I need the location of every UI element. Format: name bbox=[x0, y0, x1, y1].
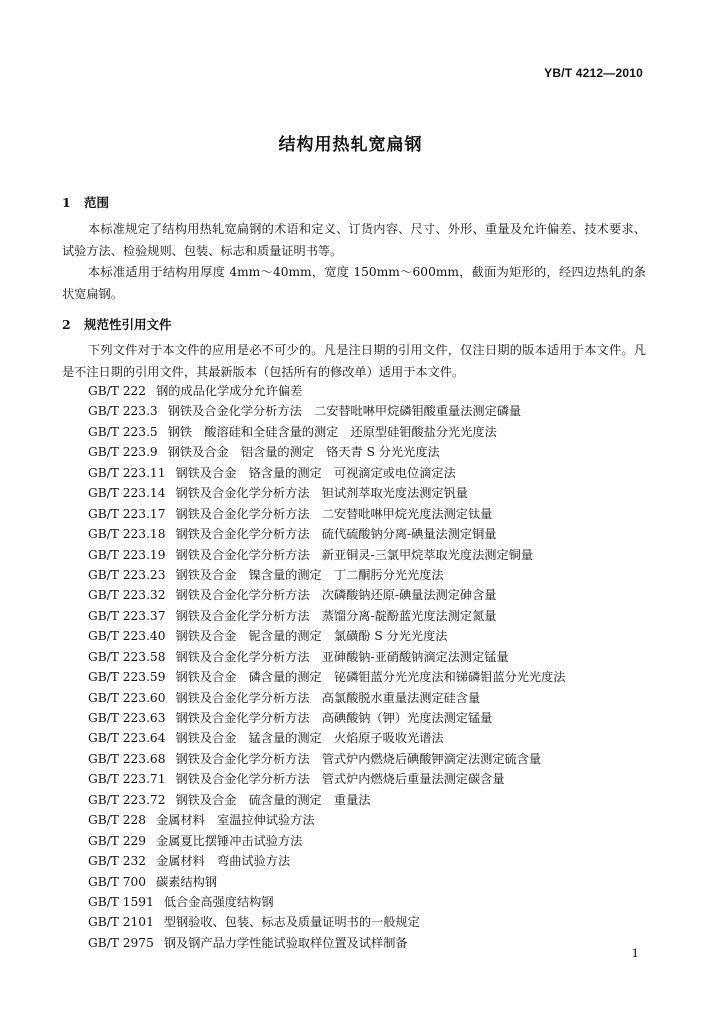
reference-title: 金属夏比摆锤冲击试验方法 bbox=[156, 833, 303, 848]
reference-code: GB/T 223.11 bbox=[88, 465, 166, 480]
reference-code: GB/T 2101 bbox=[88, 915, 154, 930]
reference-item bbox=[88, 545, 658, 565]
section-number: 2 bbox=[62, 317, 71, 332]
reference-title: 钢铁及合金化学分析方法 亚砷酸钠-亚硝酸钠滴定法测定锰量 bbox=[175, 649, 509, 664]
reference-code: GB/T 223.14 bbox=[88, 486, 166, 501]
reference-item bbox=[88, 381, 658, 401]
reference-item bbox=[88, 647, 658, 667]
reference-item bbox=[88, 483, 658, 503]
section-title: 范围 bbox=[84, 195, 110, 210]
reference-title: 钢铁及合金 锰含量的测定 火焰原子吸收光谱法 bbox=[175, 731, 444, 746]
normative-references-list bbox=[88, 381, 658, 953]
reference-title: 金属材料 室温拉伸试验方法 bbox=[156, 813, 315, 828]
reference-title: 钢铁及合金 铬含量的测定 可视滴定或电位滴定法 bbox=[175, 465, 456, 480]
reference-title: 钢铁及合金化学分析方法 蒸馏分离-靛酚蓝光度法测定氮量 bbox=[175, 608, 497, 623]
reference-code: GB/T 223.59 bbox=[88, 670, 166, 685]
reference-title: 型钢验收、包装、标志及质量证明书的一般规定 bbox=[163, 915, 420, 930]
reference-title: 钢铁 酸溶硅和全硅含量的测定 还原型硅钼酸盐分光光度法 bbox=[167, 424, 497, 439]
reference-title: 钢铁及合金化学分析方法 新亚铜灵-三氯甲烷萃取光度法测定铜量 bbox=[175, 547, 534, 562]
page-number: 1 bbox=[631, 946, 639, 960]
reference-title: 钢铁及合金化学分析方法 二安替吡啉甲烷磷钼酸重量法测定磷量 bbox=[167, 404, 522, 419]
reference-item bbox=[88, 933, 658, 953]
reference-title: 钢铁及合金化学分析方法 二安替吡啉甲烷光度法测定钛量 bbox=[175, 506, 493, 521]
reference-code: GB/T 700 bbox=[88, 874, 147, 889]
reference-code: GB/T 223.9 bbox=[88, 445, 158, 460]
reference-code: GB/T 223.5 bbox=[88, 424, 158, 439]
reference-item bbox=[88, 831, 658, 851]
reference-item bbox=[88, 749, 658, 769]
reference-item bbox=[88, 463, 658, 483]
reference-title: 钢铁及合金 镍含量的测定 丁二酮肟分光光度法 bbox=[175, 567, 444, 582]
reference-title: 钢铁及合金 硫含量的测定 重量法 bbox=[175, 792, 371, 807]
reference-code: GB/T 223.63 bbox=[88, 711, 166, 725]
reference-code: GB/T 223.37 bbox=[88, 608, 166, 623]
reference-item bbox=[88, 606, 658, 626]
reference-code: GB/T 223.32 bbox=[88, 588, 166, 603]
reference-code: GB/T 2975 bbox=[88, 935, 154, 950]
reference-title: 碳素结构钢 bbox=[156, 874, 218, 889]
reference-title: 钢铁及合金化学分析方法 管式炉内燃烧后碘酸钾滴定法测定硫含量 bbox=[175, 751, 542, 766]
reference-item bbox=[88, 565, 658, 585]
reference-item bbox=[88, 688, 658, 708]
reference-item bbox=[88, 769, 658, 789]
reference-item bbox=[88, 892, 658, 912]
references-intro-paragraph: 下列文件对于本文件的应用是必不可少的。凡是注日期的引用文件，仅注日期的版本适用于本文件。凡是不注日期的引用文件，其最新版本（包括所有的修改单）适用于本文件。 bbox=[62, 343, 646, 379]
reference-title: 钢铁及合金化学分析方法 高氯酸脱水重量法测定硅含量 bbox=[175, 690, 481, 705]
reference-title: 钢铁及合金化学分析方法 次磷酸钠还原-碘量法测定砷含量 bbox=[175, 588, 497, 603]
section-number: 1 bbox=[62, 195, 71, 210]
reference-code: GB/T 223.72 bbox=[88, 792, 166, 807]
reference-title: 钢的成品化学成分允许偏差 bbox=[156, 384, 303, 398]
reference-title: 钢铁及合金化学分析方法 硫代硫酸钠分离-碘量法测定铜量 bbox=[175, 527, 497, 542]
reference-item bbox=[88, 728, 658, 748]
reference-title: 钢铁及合金化学分析方法 高碘酸钠（钾）光度法测定锰量 bbox=[175, 711, 493, 725]
reference-code: GB/T 223.64 bbox=[88, 731, 166, 746]
reference-item bbox=[88, 708, 658, 728]
reference-code: GB/T 232 bbox=[88, 854, 147, 869]
reference-code: GB/T 228 bbox=[88, 813, 147, 828]
reference-code: GB/T 223.17 bbox=[88, 506, 166, 521]
reference-item bbox=[88, 504, 658, 524]
section-1-heading bbox=[62, 193, 109, 211]
reference-code: GB/T 223.71 bbox=[88, 772, 166, 787]
reference-item bbox=[88, 626, 658, 646]
reference-item bbox=[88, 401, 658, 421]
reference-code: GB/T 223.18 bbox=[88, 527, 166, 542]
reference-code: GB/T 223.58 bbox=[88, 649, 166, 664]
reference-title: 钢铁及合金化学分析方法 钽试剂萃取光度法测定钒量 bbox=[175, 486, 468, 501]
reference-item bbox=[88, 810, 658, 830]
reference-item bbox=[88, 851, 658, 871]
reference-code: GB/T 223.23 bbox=[88, 567, 166, 582]
reference-code: GB/T 223.3 bbox=[88, 404, 158, 419]
reference-title: 钢铁及合金化学分析方法 管式炉内燃烧后重量法测定碳含量 bbox=[175, 772, 505, 787]
reference-item bbox=[88, 422, 658, 442]
reference-title: 金属材料 弯曲试验方法 bbox=[156, 854, 291, 869]
document-title: 结构用热轧宽扁钢 bbox=[278, 135, 423, 155]
section-title: 规范性引用文件 bbox=[84, 317, 172, 332]
reference-item bbox=[88, 442, 658, 462]
reference-code: GB/T 223.68 bbox=[88, 751, 166, 766]
reference-code: GB/T 229 bbox=[88, 833, 147, 848]
reference-item bbox=[88, 790, 658, 810]
reference-title: 钢铁及合金 铌含量的测定 氯磺酚 S 分光光度法 bbox=[175, 629, 448, 644]
standard-code: YB/T 4212—2010 bbox=[544, 66, 643, 80]
reference-item bbox=[88, 872, 658, 892]
reference-code: GB/T 223.19 bbox=[88, 547, 166, 562]
section-2-heading bbox=[62, 315, 172, 333]
reference-code: GB/T 222 bbox=[88, 384, 147, 398]
reference-title: 钢铁及合金 磷含量的测定 铋磷钼蓝分光光度法和锑磷钼蓝分光光度法 bbox=[175, 670, 566, 685]
reference-title: 钢铁及合金 铝含量的测定 铬天青 S 分光光度法 bbox=[167, 445, 440, 460]
scope-paragraph-2: 本标准适用于结构用厚度 4mm～40mm，宽度 150mm～600mm，截面为矩形的，经四边热轧的条状宽扁钢。 bbox=[62, 265, 646, 301]
reference-item bbox=[88, 667, 658, 687]
reference-title: 钢及钢产品力学性能试验取样位置及试样制备 bbox=[163, 935, 408, 950]
reference-code: GB/T 1591 bbox=[88, 894, 154, 909]
reference-title: 低合金高强度结构钢 bbox=[163, 894, 274, 909]
reference-code: GB/T 223.60 bbox=[88, 690, 166, 705]
reference-item bbox=[88, 912, 658, 932]
reference-item bbox=[88, 585, 658, 605]
scope-paragraph-1: 本标准规定了结构用热轧宽扁钢的术语和定义、订货内容、尺寸、外形、重量及允许偏差、技术要求、试验方法、检验规则、包装、标志和质量证明书等。 bbox=[62, 222, 646, 258]
reference-code: GB/T 223.40 bbox=[88, 629, 166, 644]
reference-item bbox=[88, 524, 658, 544]
